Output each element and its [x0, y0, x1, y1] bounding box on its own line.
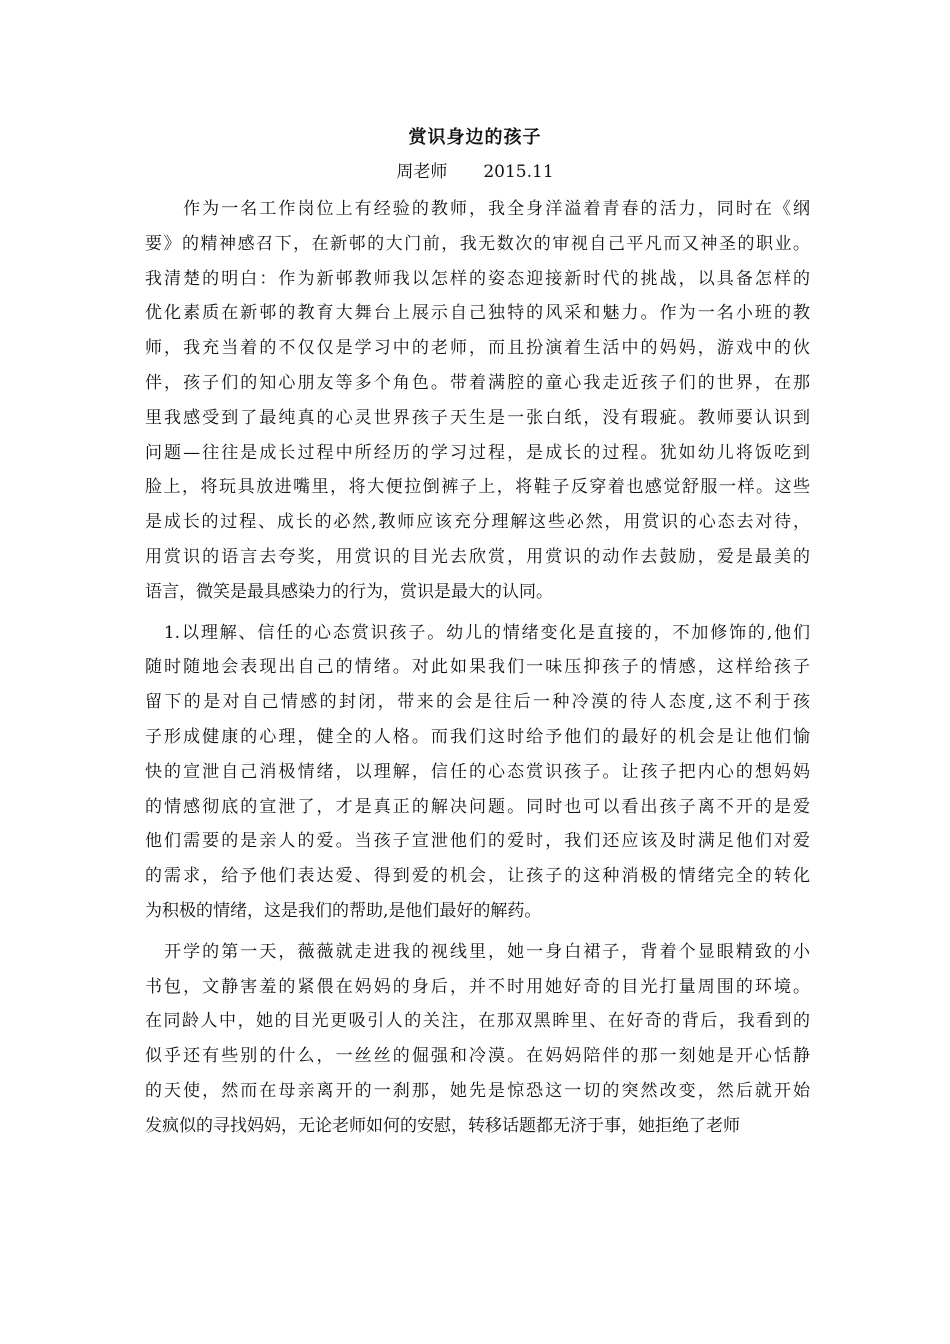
text-line: 似乎还有些别的什么，一丝丝的倔强和冷漠。在妈妈陪伴的那一刻她是开心恬静	[145, 1046, 810, 1067]
author-name: 周老师	[396, 162, 448, 182]
text-line: 语言，微笑是最具感染力的行为，赏识是最大的认同。	[145, 581, 553, 602]
text-line: 留下的是对自己情感的封闭，带来的会是往后一种冷漠的待人态度,这不利于孩	[145, 692, 810, 713]
text-line: 是成长的过程、成长的必然,教师应该充分理解这些必然，用赏识的心态去对待，	[145, 512, 810, 533]
text-line: 书包，文静害羞的紧偎在妈妈的身后，并不时用她好奇的目光打量周围的环境。	[145, 976, 810, 997]
text-line: 伴，孩子们的知心朋友等多个角色。带着满腔的童心我走近孩子们的世界，在那	[145, 372, 810, 393]
text-line: 快的宣泄自己消极情绪，以理解，信任的心态赏识孩子。让孩子把内心的想妈妈	[145, 761, 810, 782]
text-line: 问题—往往是成长过程中所经历的学习过程，是成长的过程。犹如幼儿将饭吃到	[145, 442, 810, 463]
paragraph-point-1	[145, 616, 810, 929]
text-line: 开学的第一天，薇薇就走进我的视线里，她一身白裙子，背着个显眼精致的小	[145, 941, 810, 962]
text-line: 要》的精神感召下，在新邨的大门前，我无数次的审视自己平凡而又神圣的职业。	[145, 233, 810, 254]
text-line: 用赏识的语言去夸奖，用赏识的目光去欣赏，用赏识的动作去鼓励，爱是最美的	[145, 546, 810, 567]
text-line: 作为一名工作岗位上有经验的教师，我全身洋溢着青春的活力，同时在《纲	[145, 199, 810, 219]
text-line: 里我感受到了最纯真的心灵世界孩子天生是一张白纸，没有瑕疵。教师要认识到	[145, 407, 810, 428]
text-line: 的天使，然而在母亲离开的一刹那，她先是惊恐这一切的突然改变，然后就开始	[145, 1080, 810, 1101]
text-line: 师，我充当着的不仅仅是学习中的老师，而且扮演着生活中的妈妈，游戏中的伙	[145, 338, 810, 359]
text-line: 他们需要的是亲人的爱。当孩子宣泄他们的爱时，我们还应该及时满足他们对爱	[145, 831, 810, 852]
byline	[0, 160, 950, 184]
text-line: 随时随地会表现出自己的情绪。对此如果我们一味压抑孩子的情感，这样给孩子	[145, 657, 810, 678]
document-body	[145, 192, 810, 1144]
text-line: 在同龄人中，她的目光更吸引人的关注，在那双黑眸里、在好奇的背后，我看到的	[145, 1011, 810, 1032]
text-line: 的需求，给予他们表达爱、得到爱的机会，让孩子的这种消极的情绪完全的转化	[145, 866, 810, 887]
document-title: 赏识身边的孩子	[408, 127, 542, 148]
text-line: 子形成健康的心理，健全的人格。而我们这时给予他们的最好的机会是让他们愉	[145, 726, 810, 747]
text-line: 发疯似的寻找妈妈，无论老师如何的安慰，转移话题都无济于事，她拒绝了老师	[145, 1115, 740, 1136]
paragraph-story	[145, 935, 810, 1144]
publish-date: 2015.11	[483, 162, 554, 182]
text-line: 1.以理解、信任的心态赏识孩子。幼儿的情绪变化是直接的，不加修饰的,他们	[145, 622, 810, 643]
text-line: 优化素质在新邨的教育大舞台上展示自己独特的风采和魅力。作为一名小班的教	[145, 303, 810, 324]
text-line: 的情感彻底的宣泄了，才是真正的解决问题。同时也可以看出孩子离不开的是爱	[145, 796, 810, 817]
text-line: 脸上，将玩具放进嘴里，将大便拉倒裤子上，将鞋子反穿着也感觉舒服一样。这些	[145, 477, 810, 498]
paragraph-intro	[145, 192, 810, 610]
text-line: 为积极的情绪，这是我们的帮助,是他们最好的解药。	[145, 900, 542, 921]
text-line: 我清楚的明白：作为新邨教师我以怎样的姿态迎接新时代的挑战，以具备怎样的	[145, 268, 810, 289]
